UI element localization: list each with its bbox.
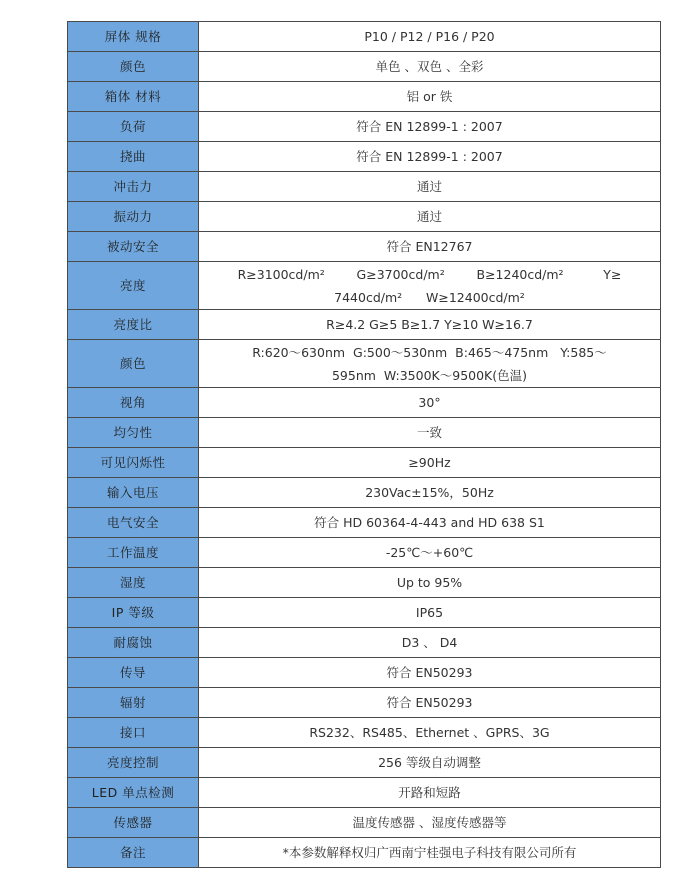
- spec-label: 接口: [68, 718, 199, 748]
- spec-label: 辐射: [68, 688, 199, 718]
- spec-value: *本参数解释权归广西南宁桂强电子科技有限公司所有: [199, 838, 661, 868]
- spec-value: 符合 EN50293: [199, 688, 661, 718]
- spec-value: 符合 EN12767: [199, 232, 661, 262]
- spec-label: 工作温度: [68, 538, 199, 568]
- spec-label: IP 等级: [68, 598, 199, 628]
- spec-value: P10 / P12 / P16 / P20: [199, 22, 661, 52]
- spec-row: [68, 658, 661, 688]
- spec-label: 均匀性: [68, 418, 199, 448]
- spec-row: [68, 598, 661, 628]
- spec-value: [199, 340, 661, 388]
- spec-label: 湿度: [68, 568, 199, 598]
- spec-row: [68, 718, 661, 748]
- spec-value: -25℃～+60℃: [199, 538, 661, 568]
- spec-value: 通过: [199, 172, 661, 202]
- spec-row: [68, 112, 661, 142]
- spec-value: 一致: [199, 418, 661, 448]
- spec-label: 亮度比: [68, 310, 199, 340]
- spec-value: IP65: [199, 598, 661, 628]
- spec-label: 可见闪烁性: [68, 448, 199, 478]
- spec-value-line: 595nm W:3500K～9500K(色温): [331, 367, 527, 383]
- spec-label: 冲击力: [68, 172, 199, 202]
- spec-row: [68, 568, 661, 598]
- spec-value-line: R≥3100cd/m² G≥3700cd/m² B≥1240cd/m² Y≥: [237, 266, 622, 282]
- spec-row: [68, 340, 661, 388]
- spec-row: [68, 232, 661, 262]
- spec-value: 符合 EN50293: [199, 658, 661, 688]
- spec-value: 符合 HD 60364-4-443 and HD 638 S1: [199, 508, 661, 538]
- spec-row: [68, 778, 661, 808]
- spec-label: 箱体 材料: [68, 82, 199, 112]
- spec-row: [68, 310, 661, 340]
- spec-value-line: R:620～630nm G:500～530nm B:465～475nm Y:585～: [252, 344, 607, 360]
- spec-label: 亮度控制: [68, 748, 199, 778]
- spec-label: 负荷: [68, 112, 199, 142]
- spec-row: [68, 838, 661, 868]
- spec-row: [68, 508, 661, 538]
- spec-row: [68, 418, 661, 448]
- spec-row: [68, 748, 661, 778]
- spec-value: [199, 262, 661, 310]
- spec-row: [68, 448, 661, 478]
- spec-value: ≥90Hz: [199, 448, 661, 478]
- spec-table-body: [68, 22, 661, 868]
- spec-label: 视角: [68, 388, 199, 418]
- spec-value: 230Vac±15%，50Hz: [199, 478, 661, 508]
- spec-label: 亮度: [68, 262, 199, 310]
- spec-value: 铝 or 铁: [199, 82, 661, 112]
- spec-value: Up to 95%: [199, 568, 661, 598]
- spec-label: 颜色: [68, 340, 199, 388]
- spec-row: [68, 52, 661, 82]
- spec-value: R≥4.2 G≥5 B≥1.7 Y≥10 W≥16.7: [199, 310, 661, 340]
- spec-row: [68, 538, 661, 568]
- spec-label: 传感器: [68, 808, 199, 838]
- spec-label: 电气安全: [68, 508, 199, 538]
- spec-label: 传导: [68, 658, 199, 688]
- spec-row: [68, 142, 661, 172]
- spec-label: 耐腐蚀: [68, 628, 199, 658]
- spec-row: [68, 202, 661, 232]
- spec-label: 振动力: [68, 202, 199, 232]
- spec-value: 符合 EN 12899-1 : 2007: [199, 112, 661, 142]
- spec-value: 通过: [199, 202, 661, 232]
- spec-label: 输入电压: [68, 478, 199, 508]
- spec-value: 开路和短路: [199, 778, 661, 808]
- spec-row: [68, 82, 661, 112]
- spec-value: 30°: [199, 388, 661, 418]
- spec-row: [68, 262, 661, 310]
- spec-row: [68, 172, 661, 202]
- spec-row: [68, 388, 661, 418]
- spec-row: [68, 688, 661, 718]
- spec-value: D3 、 D4: [199, 628, 661, 658]
- spec-value: 256 等级自动调整: [199, 748, 661, 778]
- spec-value: 符合 EN 12899-1 : 2007: [199, 142, 661, 172]
- spec-label: 颜色: [68, 52, 199, 82]
- spec-value: 单色 、双色 、全彩: [199, 52, 661, 82]
- spec-label: 备注: [68, 838, 199, 868]
- spec-value-line: 7440cd/m² W≥12400cd/m²: [334, 289, 525, 305]
- spec-label: 被动安全: [68, 232, 199, 262]
- spec-row: [68, 22, 661, 52]
- spec-row: [68, 808, 661, 838]
- spec-label: LED 单点检测: [68, 778, 199, 808]
- spec-row: [68, 628, 661, 658]
- spec-table: [67, 21, 661, 868]
- spec-row: [68, 478, 661, 508]
- spec-value: RS232、RS485、Ethernet 、GPRS、3G: [199, 718, 661, 748]
- spec-label: 屏体 规格: [68, 22, 199, 52]
- spec-value: 温度传感器 、湿度传感器等: [199, 808, 661, 838]
- spec-label: 挠曲: [68, 142, 199, 172]
